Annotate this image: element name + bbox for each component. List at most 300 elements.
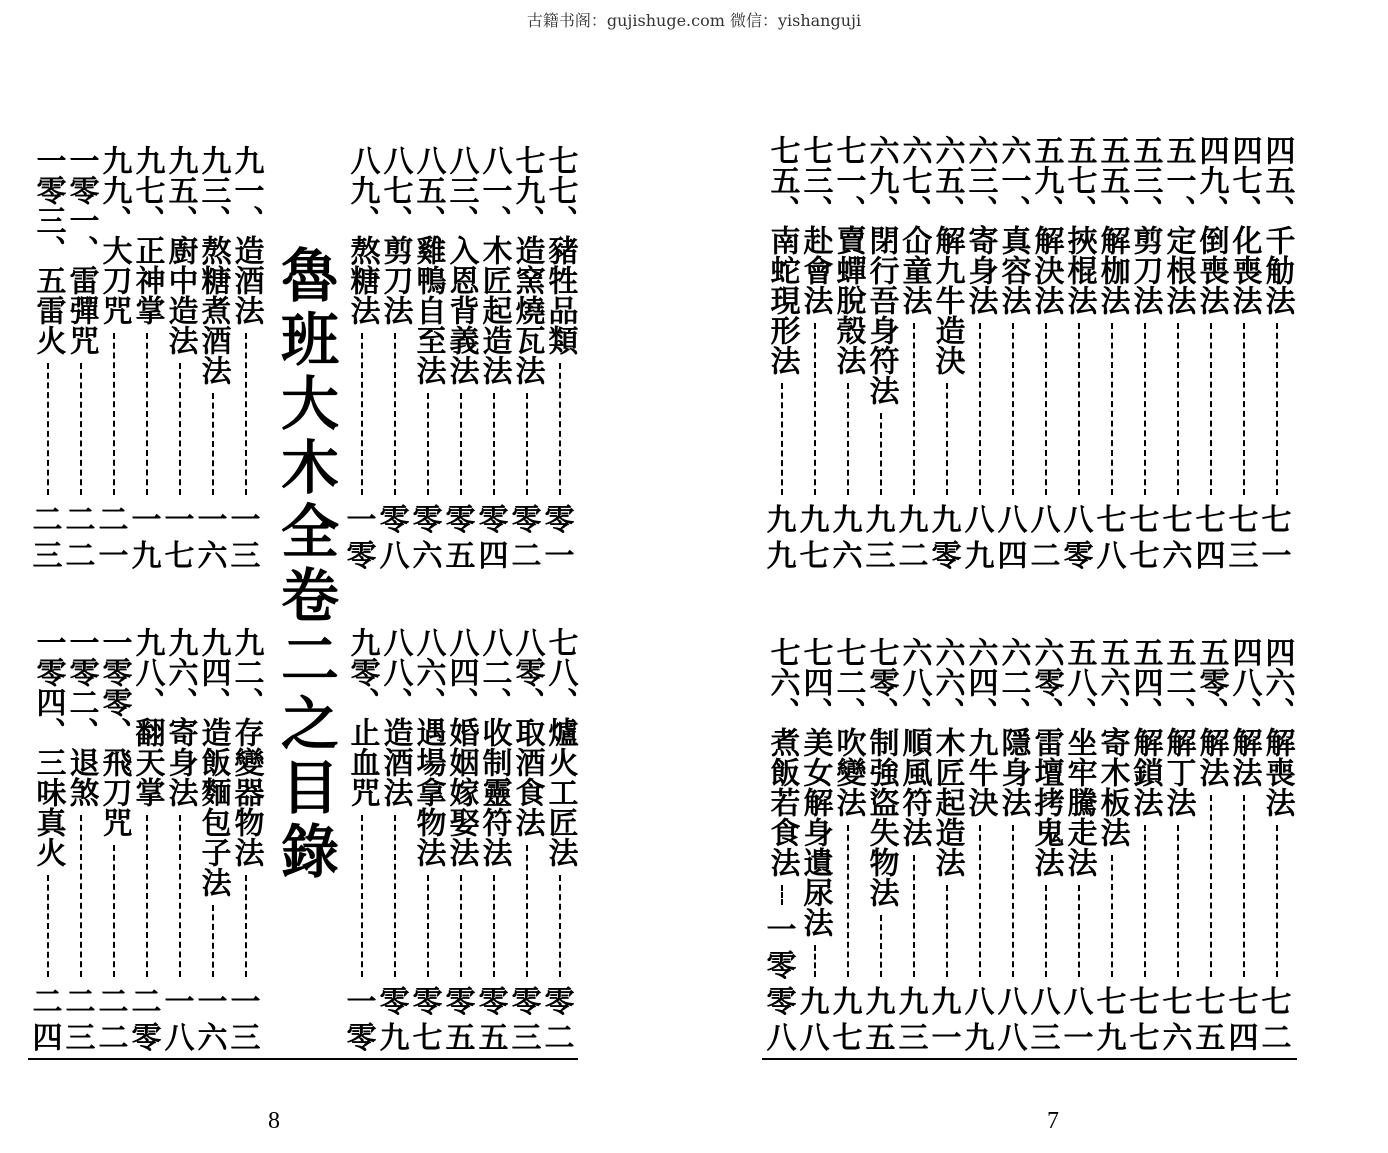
entry-page: 一 零	[346, 985, 377, 1056]
dotted-leader	[460, 875, 462, 977]
toc-entry	[1260, 637, 1293, 1057]
dotted-leader	[526, 845, 528, 977]
entry-page: 零 一	[544, 503, 575, 574]
entry-title: 婚姻嫁娶法	[443, 717, 479, 867]
entry-number: 六七、	[896, 135, 932, 225]
entry-number: 五九、	[1028, 135, 1064, 225]
dotted-leader	[113, 333, 115, 495]
toc-entry	[378, 145, 411, 575]
dotted-leader	[1276, 323, 1278, 495]
entry-page: 九 三	[898, 985, 929, 1056]
toc-entry	[163, 145, 196, 575]
entry-number: 七六、	[764, 637, 800, 727]
entry-number: 九五、	[162, 145, 198, 235]
entry-title: 豬牲品類	[542, 235, 578, 355]
entry-page: 零 五	[478, 985, 509, 1056]
dotted-leader	[1045, 885, 1047, 977]
entry-number: 八一、	[476, 145, 512, 235]
entry-number: 七八、	[542, 627, 578, 717]
entry-page: 一 零	[346, 503, 377, 574]
dotted-leader	[179, 815, 181, 977]
toc-entry	[1062, 135, 1095, 575]
entry-number: 六九、	[863, 135, 899, 225]
dotted-leader	[1177, 323, 1179, 495]
dotted-leader	[1012, 825, 1014, 977]
toc-entry	[1194, 135, 1227, 575]
dotted-leader	[847, 383, 849, 495]
toc-entry	[996, 637, 1029, 1057]
entry-title: 造酒法	[377, 717, 413, 807]
entry-number: 九一、	[228, 145, 264, 235]
toc-entry	[864, 637, 897, 1057]
entry-number: 七四、	[797, 637, 833, 727]
dotted-leader	[913, 323, 915, 495]
entry-number: 一零四、	[30, 627, 66, 747]
entry-page: 零 二	[511, 503, 542, 574]
entry-title: 三味真火	[30, 747, 66, 867]
dotted-leader	[1210, 323, 1212, 495]
entry-title: 木匠起造法	[929, 727, 965, 877]
entry-page: 零 二	[544, 985, 575, 1056]
dotted-leader	[1111, 323, 1113, 495]
entry-number: 五零、	[1193, 637, 1229, 727]
dotted-leader	[47, 875, 49, 977]
entry-title: 隱身法	[995, 727, 1031, 817]
entry-number: 六零、	[1028, 637, 1064, 727]
entry-page: 九 七	[799, 503, 830, 574]
entry-title: 美女解身遺尿法	[797, 727, 833, 937]
entry-title: 閉行吾身符法	[863, 225, 899, 405]
dotted-leader	[1045, 323, 1047, 495]
entry-page: 八 九	[964, 985, 995, 1056]
toc-entry	[798, 637, 831, 1057]
toc-entry	[196, 627, 229, 1057]
page-number-right: 7	[1047, 1108, 1059, 1134]
entry-number: 九四、	[195, 627, 231, 717]
dotted-leader	[559, 363, 561, 495]
entry-title: 入恩背義法	[443, 235, 479, 385]
rule-right	[762, 1058, 1297, 1060]
toc-entry	[1227, 637, 1260, 1057]
entry-page: 一 八	[164, 985, 195, 1056]
toc-entry	[1260, 135, 1293, 575]
entry-page: 八 二	[1030, 503, 1061, 574]
entry-page: 二 二	[65, 503, 96, 574]
toc-entry	[897, 637, 930, 1057]
entry-page: 九 六	[832, 503, 863, 574]
entry-number: 一零一、	[63, 145, 99, 265]
entry-number: 七九、	[509, 145, 545, 235]
entry-title: 雞鴨自至法	[410, 235, 446, 385]
toc-entry	[510, 627, 543, 1057]
toc-entry	[1161, 637, 1194, 1057]
entry-title: 木匠起造法	[476, 235, 512, 385]
dotted-leader	[361, 333, 363, 495]
toc-entry	[1095, 637, 1128, 1057]
entry-title: 五雷火	[30, 265, 66, 355]
toc-entry	[411, 627, 444, 1057]
toc-entry	[345, 145, 378, 575]
dotted-leader	[946, 383, 948, 495]
entry-number: 九二、	[228, 627, 264, 717]
watermark: 古籍书阁：gujishuge.com 微信：yishanguji	[526, 11, 862, 30]
entry-page: 一 三	[230, 985, 261, 1056]
toc-entry	[996, 135, 1029, 575]
toc-entry	[345, 627, 378, 1057]
toc-entry	[1128, 637, 1161, 1057]
dotted-leader	[1243, 323, 1245, 495]
entry-page: 七 九	[1096, 985, 1127, 1056]
toc-entry	[477, 145, 510, 575]
entry-page: 八 零	[1063, 503, 1094, 574]
entry-number: 五一、	[1160, 135, 1196, 225]
entry-page: 零 九	[379, 985, 410, 1056]
entry-page: 二 四	[32, 985, 63, 1056]
entry-page: 八 一	[1063, 985, 1094, 1056]
entry-page: 零 三	[511, 985, 542, 1056]
entry-number: 一零二、	[63, 627, 99, 747]
entry-number: 七一、	[830, 135, 866, 225]
entry-page: 一 六	[197, 985, 228, 1056]
page-heading: 魯班大木全卷二之目錄	[271, 245, 339, 885]
entry-number: 六三、	[962, 135, 998, 225]
dotted-leader	[361, 815, 363, 977]
entry-title: 倒喪法	[1193, 225, 1229, 315]
entry-title: 赴會法	[797, 225, 833, 315]
toc-entry	[765, 135, 798, 575]
entry-number: 四五、	[1259, 135, 1295, 225]
entry-title: 制強盜失物法	[863, 727, 899, 907]
entry-title: 爐火工匠法	[542, 717, 578, 867]
entry-number: 一零零、	[96, 627, 132, 747]
entry-number: 九七、	[129, 145, 165, 235]
entry-title: 寄木板法	[1094, 727, 1130, 847]
entry-page: 一 七	[164, 503, 195, 574]
entry-title: 南蛇現形法	[764, 225, 800, 375]
entry-number: 八零、	[509, 627, 545, 717]
entry-title: 煮飯若食法	[764, 727, 800, 877]
entry-number: 九零、	[344, 627, 380, 717]
dotted-leader	[394, 333, 396, 495]
toc-entry	[444, 145, 477, 575]
entry-title: 造飯麵包子法	[195, 717, 231, 897]
entry-page: 二 二	[98, 985, 129, 1056]
toc-entry	[831, 135, 864, 575]
entry-number: 一零三、	[30, 145, 66, 265]
entry-page: 九 三	[865, 503, 896, 574]
entry-page: 九 八	[799, 985, 830, 1056]
entry-title: 解丁法	[1160, 727, 1196, 817]
entry-page: 一 三	[230, 503, 261, 574]
entry-number: 六六、	[929, 637, 965, 727]
entry-title: 定根法	[1160, 225, 1196, 315]
dotted-leader	[781, 383, 783, 495]
dotted-leader	[979, 825, 981, 977]
dotted-leader	[1210, 795, 1212, 977]
dotted-leader	[1177, 825, 1179, 977]
dotted-leader	[526, 393, 528, 495]
dotted-leader	[1012, 323, 1014, 495]
entry-page: 二 一	[98, 503, 129, 574]
toc-block-left-bottom-left	[31, 627, 262, 1057]
entry-title: 解決法	[1028, 225, 1064, 315]
toc-entry	[897, 135, 930, 575]
entry-number: 四九、	[1193, 135, 1229, 225]
entry-title: 解法	[1193, 727, 1229, 787]
entry-title: 熬糖法	[344, 235, 380, 325]
entry-page: 七 七	[1129, 503, 1160, 574]
dotted-leader	[1144, 825, 1146, 977]
toc-entry	[64, 627, 97, 1057]
entry-page: 一 六	[197, 503, 228, 574]
dotted-leader	[493, 875, 495, 977]
entry-title: 翻天掌	[129, 717, 165, 807]
entry-title: 正神掌	[129, 235, 165, 325]
entry-title: 寄身法	[962, 225, 998, 315]
toc-entry	[963, 135, 996, 575]
entry-title: 千觔法	[1259, 225, 1295, 315]
entry-number: 五六、	[1094, 637, 1130, 727]
toc-entry	[196, 145, 229, 575]
dotted-leader	[880, 915, 882, 977]
toc-entry	[378, 627, 411, 1057]
toc-entry	[963, 637, 996, 1057]
toc-entry	[31, 145, 64, 575]
dotted-leader	[113, 845, 115, 977]
entry-page: 九 五	[865, 985, 896, 1056]
entry-title: 坐牢騰走法	[1061, 727, 1097, 877]
toc-entry	[229, 627, 262, 1057]
toc-entry	[1194, 637, 1227, 1057]
entry-title: 存變器物法	[228, 717, 264, 867]
dotted-leader	[1078, 885, 1080, 977]
dotted-leader	[212, 393, 214, 495]
entry-title: 造酒法	[228, 235, 264, 325]
entry-title: 雷彈咒	[63, 265, 99, 355]
entry-title: 挾棍法	[1061, 225, 1097, 315]
toc-block-left-top-right	[345, 145, 576, 575]
toc-entry	[31, 627, 64, 1057]
toc-entry	[1227, 135, 1260, 575]
entry-page: 二 零	[131, 985, 162, 1056]
toc-entry	[543, 627, 576, 1057]
toc-entry	[930, 135, 963, 575]
entry-title: 取酒食法	[509, 717, 545, 837]
toc-entry	[1029, 637, 1062, 1057]
dotted-leader	[814, 323, 816, 495]
entry-title: 真容法	[995, 225, 1031, 315]
entry-page: 一零 零八	[766, 913, 797, 1056]
dotted-leader	[1243, 795, 1245, 977]
entry-title: 解九牛造決	[929, 225, 965, 375]
toc-entry	[864, 135, 897, 575]
entry-number: 八七、	[377, 145, 413, 235]
entry-number: 四六、	[1259, 637, 1295, 727]
entry-page: 八 九	[964, 503, 995, 574]
dotted-leader	[80, 815, 82, 977]
entry-page: 七 五	[1195, 985, 1226, 1056]
dotted-leader	[146, 815, 148, 977]
toc-entry	[831, 637, 864, 1057]
dotted-leader	[80, 363, 82, 495]
dotted-leader	[394, 815, 396, 977]
entry-page: 九 九	[766, 503, 797, 574]
entry-page: 七 一	[1261, 503, 1292, 574]
dotted-leader	[781, 885, 783, 905]
entry-page: 二 三	[32, 503, 63, 574]
dotted-leader	[913, 855, 915, 977]
entry-page: 九 七	[832, 985, 863, 1056]
entry-number: 八三、	[443, 145, 479, 235]
entry-number: 八二、	[476, 627, 512, 717]
toc-entry	[930, 637, 963, 1057]
toc-entry	[130, 145, 163, 575]
dotted-leader	[559, 875, 561, 977]
entry-page: 七 八	[1096, 503, 1127, 574]
dotted-leader	[814, 945, 816, 977]
entry-page: 零 八	[379, 503, 410, 574]
entry-number: 四七、	[1226, 135, 1262, 225]
entry-title: 解喪法	[1259, 727, 1295, 817]
dotted-leader	[1276, 825, 1278, 977]
entry-title: 賣蟬脫殼法	[830, 225, 866, 375]
entry-page: 零 七	[412, 985, 443, 1056]
toc-entry	[765, 637, 798, 1057]
dotted-leader	[1078, 323, 1080, 495]
entry-number: 七七、	[542, 145, 578, 235]
entry-title: 解枷法	[1094, 225, 1130, 315]
dotted-leader	[427, 393, 429, 495]
entry-page: 八 四	[997, 503, 1028, 574]
dotted-leader	[245, 333, 247, 495]
entry-page: 七 六	[1162, 985, 1193, 1056]
entry-page: 零 四	[478, 503, 509, 574]
entry-page: 一 九	[131, 503, 162, 574]
toc-entry	[64, 145, 97, 575]
toc-entry	[229, 145, 262, 575]
entry-page: 七 四	[1195, 503, 1226, 574]
entry-number: 五七、	[1061, 135, 1097, 225]
dotted-leader	[979, 323, 981, 495]
rule-left	[28, 1058, 578, 1060]
toc-entry	[1029, 135, 1062, 575]
entry-title: 解法	[1226, 727, 1262, 787]
entry-page: 零 五	[445, 985, 476, 1056]
entry-page: 八 三	[1030, 985, 1061, 1056]
entry-title: 止血咒	[344, 717, 380, 807]
entry-number: 六八、	[896, 637, 932, 727]
entry-number: 八四、	[443, 627, 479, 717]
toc-entry	[1161, 135, 1194, 575]
entry-title: 雷壇拷鬼法	[1028, 727, 1064, 877]
entry-number: 六四、	[962, 637, 998, 727]
dotted-leader	[245, 875, 247, 977]
toc-entry	[477, 627, 510, 1057]
entry-number: 九八、	[129, 627, 165, 717]
dotted-leader	[460, 393, 462, 495]
entry-number: 六一、	[995, 135, 1031, 225]
entry-title: 剪刀法	[1127, 225, 1163, 315]
dotted-leader	[880, 413, 882, 495]
entry-page: 九 一	[931, 985, 962, 1056]
entry-number: 五二、	[1160, 637, 1196, 727]
entry-title: 熬糖煮酒法	[195, 235, 231, 385]
entry-number: 七二、	[830, 637, 866, 727]
dotted-leader	[146, 333, 148, 495]
entry-number: 六二、	[995, 637, 1031, 727]
toc-entry	[543, 145, 576, 575]
dotted-leader	[47, 363, 49, 495]
entry-number: 五三、	[1127, 135, 1163, 225]
entry-number: 八八、	[377, 627, 413, 717]
entry-number: 九九、	[96, 145, 132, 235]
entry-title: 廚中造法	[162, 235, 198, 355]
entry-number: 七零、	[863, 637, 899, 727]
entry-number: 八五、	[410, 145, 446, 235]
dotted-leader	[847, 825, 849, 977]
dotted-leader	[427, 875, 429, 977]
toc-entry	[510, 145, 543, 575]
toc-entry	[97, 145, 130, 575]
entry-title: 飛刀咒	[96, 747, 132, 837]
entry-page: 二 三	[65, 985, 96, 1056]
entry-page: 七 二	[1261, 985, 1292, 1056]
entry-page: 七 四	[1228, 985, 1259, 1056]
toc-entry	[97, 627, 130, 1057]
entry-title: 遇場拿物法	[410, 717, 446, 867]
toc-entry	[1062, 637, 1095, 1057]
dotted-leader	[1111, 855, 1113, 977]
dotted-leader	[493, 393, 495, 495]
entry-page: 九 零	[931, 503, 962, 574]
entry-title: 順風符法	[896, 727, 932, 847]
entry-title: 解鎖法	[1127, 727, 1163, 817]
entry-title: 仚童法	[896, 225, 932, 315]
entry-title: 化喪法	[1226, 225, 1262, 315]
entry-number: 九六、	[162, 627, 198, 717]
toc-entry	[1095, 135, 1128, 575]
toc-entry	[1128, 135, 1161, 575]
entry-number: 七五、	[764, 135, 800, 225]
toc-block-right-bottom	[765, 637, 1293, 1057]
entry-title: 剪刀法	[377, 235, 413, 325]
toc-block-left-bottom-right	[345, 627, 576, 1057]
entry-number: 八九、	[344, 145, 380, 235]
entry-page: 八 八	[997, 985, 1028, 1056]
dotted-leader	[1144, 323, 1146, 495]
entry-page: 七 六	[1162, 503, 1193, 574]
entry-number: 四八、	[1226, 637, 1262, 727]
entry-title: 退煞	[63, 747, 99, 807]
entry-page: 七 七	[1129, 985, 1160, 1056]
entry-title: 吹變法	[830, 727, 866, 817]
entry-number: 五八、	[1061, 637, 1097, 727]
toc-entry	[411, 145, 444, 575]
entry-number: 八六、	[410, 627, 446, 717]
toc-entry	[130, 627, 163, 1057]
entry-title: 大刀咒	[96, 235, 132, 325]
toc-entry	[163, 627, 196, 1057]
dotted-leader	[212, 905, 214, 977]
entry-page: 零 六	[412, 503, 443, 574]
entry-number: 九三、	[195, 145, 231, 235]
entry-number: 六五、	[929, 135, 965, 225]
entry-title: 九牛決	[962, 727, 998, 817]
toc-entry	[798, 135, 831, 575]
entry-page: 七 三	[1228, 503, 1259, 574]
entry-title: 收制靈符法	[476, 717, 512, 867]
entry-title: 寄身法	[162, 717, 198, 807]
